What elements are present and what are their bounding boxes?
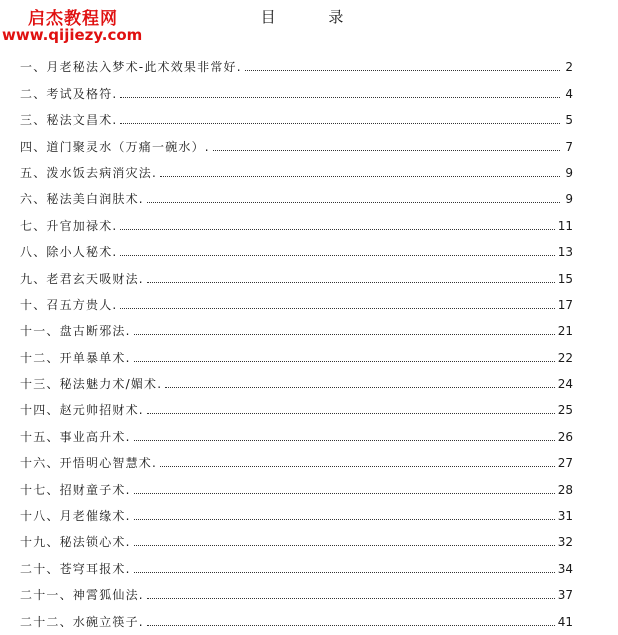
toc-entry-page-number: 32 <box>557 535 573 550</box>
toc-entry-page-number: 26 <box>557 429 573 444</box>
toc-entry[interactable] <box>20 497 573 523</box>
toc-dot-leader <box>134 492 555 494</box>
toc-entry[interactable] <box>20 365 573 391</box>
toc-entry-page-number: 7 <box>565 139 573 154</box>
toc-entry[interactable] <box>20 391 573 417</box>
toc-dot-leader <box>120 96 560 98</box>
toc-dot-leader <box>147 412 555 414</box>
toc-entry[interactable] <box>20 206 573 232</box>
toc-entry-label: 七、升官加禄术. <box>20 218 118 233</box>
toc-entry-label: 四、道门聚灵水（万痛一碗水）. <box>20 139 210 154</box>
toc-entry-page-number: 9 <box>565 192 573 207</box>
toc-entry[interactable] <box>20 576 573 602</box>
toc-entry-label: 十一、盘古断邪法. <box>20 324 131 339</box>
toc-entry[interactable] <box>20 549 573 575</box>
toc-entry-page-number: 9 <box>565 165 573 180</box>
toc-entry-page-number: 41 <box>557 614 573 629</box>
toc-entry-page-number: 11 <box>557 218 573 233</box>
toc-dot-leader <box>245 69 560 71</box>
toc-dot-leader <box>120 307 554 309</box>
toc-entry-label: 十八、月老催缘术. <box>20 509 131 524</box>
toc-entry-label: 二十二、水碗立筷子. <box>20 614 144 629</box>
toc-entry[interactable] <box>20 259 573 285</box>
toc-entry-page-number: 15 <box>557 271 573 286</box>
toc-entry[interactable] <box>20 101 573 127</box>
toc-dot-leader <box>160 175 560 177</box>
toc-entry[interactable] <box>20 286 573 312</box>
toc-entry-page-number: 4 <box>565 86 573 101</box>
toc-dot-leader <box>160 465 555 467</box>
toc-entry-label: 十六、开悟明心智慧术. <box>20 456 158 471</box>
toc-entry-page-number: 17 <box>557 297 573 312</box>
toc-dot-leader <box>134 544 555 546</box>
toc-entry-label: 十二、开单暴单术. <box>20 350 131 365</box>
toc-entry[interactable] <box>20 127 573 153</box>
toc-dot-leader <box>134 333 555 335</box>
toc-entry-label: 一、月老秘法入梦术-此术效果非常好. <box>20 60 242 75</box>
toc-entry-page-number: 21 <box>557 324 573 339</box>
toc-entry-page-number: 5 <box>565 113 573 128</box>
toc-dot-leader <box>120 122 560 124</box>
toc-dot-leader <box>165 386 554 388</box>
watermark-site-name: 启杰教程网 <box>28 9 118 29</box>
toc-entry[interactable] <box>20 312 573 338</box>
toc-entry-page-number: 2 <box>565 60 573 75</box>
table-of-contents <box>20 48 573 629</box>
toc-entry-label: 二、考试及格符. <box>20 86 118 101</box>
toc-dot-leader <box>147 281 555 283</box>
toc-entry-label: 十、召五方贵人. <box>20 297 118 312</box>
toc-dot-leader <box>147 201 560 203</box>
toc-entry-page-number: 28 <box>557 482 573 497</box>
toc-entry-label: 九、老君玄天吸财法. <box>20 271 144 286</box>
toc-entry[interactable] <box>20 338 573 364</box>
toc-entry-page-number: 25 <box>557 403 573 418</box>
toc-entry-label: 二十、苍穹耳报术. <box>20 561 131 576</box>
toc-entry[interactable] <box>20 154 573 180</box>
toc-entry-page-number: 22 <box>557 350 573 365</box>
toc-dot-leader <box>134 518 555 520</box>
toc-entry-label: 八、除小人秘术. <box>20 245 118 260</box>
toc-dot-leader <box>147 597 555 599</box>
toc-entry-label: 五、泼水饭去病消灾法. <box>20 165 158 180</box>
toc-dot-leader <box>147 624 555 626</box>
toc-entry-label: 十五、事业高升术. <box>20 429 131 444</box>
toc-entry-label: 十四、赵元帅招财术. <box>20 403 144 418</box>
toc-dot-leader <box>213 149 560 151</box>
toc-dot-leader <box>120 254 554 256</box>
watermark-site-url: www.qijiezy.com <box>2 26 143 44</box>
toc-entry[interactable] <box>20 523 573 549</box>
toc-entry[interactable] <box>20 48 573 74</box>
toc-dot-leader <box>134 571 555 573</box>
toc-dot-leader <box>134 360 555 362</box>
toc-entry[interactable] <box>20 602 573 628</box>
toc-entry-label: 二十一、神霄狐仙法. <box>20 588 144 603</box>
toc-dot-leader <box>120 228 554 230</box>
toc-entry[interactable] <box>20 180 573 206</box>
toc-entry-page-number: 31 <box>557 509 573 524</box>
toc-entry-page-number: 24 <box>557 377 573 392</box>
toc-entry-page-number: 37 <box>557 588 573 603</box>
toc-entry[interactable] <box>20 417 573 443</box>
toc-entry-label: 十九、秘法锁心术. <box>20 535 131 550</box>
toc-entry[interactable] <box>20 74 573 100</box>
toc-entry-label: 三、秘法文昌术. <box>20 113 118 128</box>
toc-entry-label: 十三、秘法魅力术/媚术. <box>20 377 163 392</box>
toc-entry-label: 十七、招财童子术. <box>20 482 131 497</box>
toc-entry-label: 六、秘法美白润肤术. <box>20 192 144 207</box>
toc-entry-page-number: 27 <box>557 456 573 471</box>
toc-entry-page-number: 13 <box>557 245 573 260</box>
toc-entry[interactable] <box>20 233 573 259</box>
toc-dot-leader <box>134 439 555 441</box>
toc-entry-page-number: 34 <box>557 561 573 576</box>
toc-entry[interactable] <box>20 470 573 496</box>
toc-entry[interactable] <box>20 444 573 470</box>
toc-title: 目 录 <box>260 8 368 26</box>
